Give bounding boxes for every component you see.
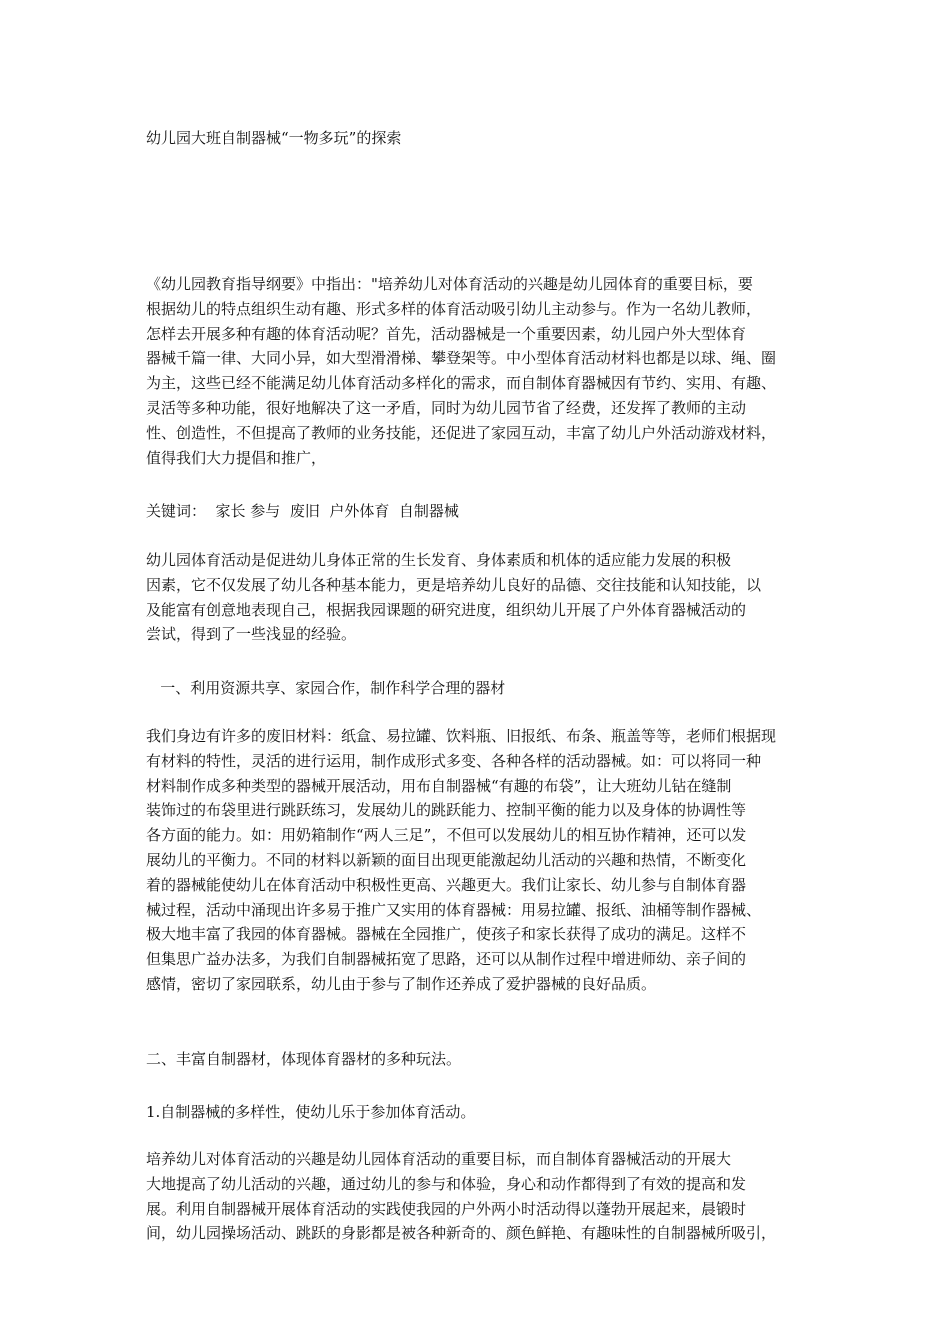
heading-text: 一、利用资源共享、家园合作，制作科学合理的器材 <box>146 679 506 697</box>
text-line: 培养幼儿对体育活动的兴趣是幼儿园体育活动的重要目标，而自制体育器械活动的开展大 <box>146 1150 732 1168</box>
section-heading-2 <box>146 1047 812 1072</box>
keywords-line <box>146 499 812 524</box>
text-line: 有材料的特性，灵活的进行运用，制作成形式多变、各种各样的活动器械。如：可以将同一种 <box>146 751 762 770</box>
text-line: 但集思广益办法多，为我们自制器械拓宽了思路，还可以从制作过程中增进师幼、亲子间的 <box>146 950 747 969</box>
text-line: 极大地丰富了我园的体育器械。器械在全园推广，使孩子和家长获得了成功的满足。这样不 <box>146 925 747 944</box>
text-line: 灵活等多种功能，很好地解决了这一矛盾，同时为幼儿园节省了经费，还发挥了教师的主动 <box>146 398 747 417</box>
subsection-heading-1 <box>146 1100 812 1125</box>
text-line: 器械千篇一律、大同小异，如大型滑滑梯、攀登架等。中小型体育活动材料也都是以球、绳、圈 <box>146 349 777 368</box>
document-title: 幼儿园大班自制器械“一物多玩”的探索 <box>146 129 402 147</box>
intro-paragraph <box>146 272 812 470</box>
text-line: 为主，这些已经不能满足幼儿体育活动多样化的需求，而自制体育器械因有节约、实用、有趣、 <box>146 374 777 393</box>
text-line: 各方面的能力。如：用奶箱制作“两人三足”，不但可以发展幼儿的相互协作精神，还可以发 <box>146 826 747 845</box>
heading-text: 二、丰富自制器材，体现体育器材的多种玩法。 <box>146 1050 462 1068</box>
text-line: 尝试，得到了一些浅显的经验。 <box>146 625 357 644</box>
text-line: 怎样去开展多种有趣的体育活动呢？首先，活动器械是一个重要因素，幼儿园户外大型体育 <box>146 324 747 343</box>
body-paragraph-2 <box>146 724 812 997</box>
text-line: 根据幼儿的特点组织生动有趣、形式多样的体育活动吸引幼儿主动参与。作为一名幼儿教师， <box>146 299 762 318</box>
text-line: 着的器械能使幼儿在体育活动中积极性更高、兴趣更大。我们让家长、幼儿参与自制体育器 <box>146 875 747 894</box>
text-line: 幼儿园体育活动是促进幼儿身体正常的生长发育、身体素质和机体的适应能力发展的积极 <box>146 551 732 569</box>
text-line: 展幼儿的平衡力。不同的材料以新颖的面目出现更能激起幼儿活动的兴趣和热情，不断变化 <box>146 850 747 869</box>
text-line: 械过程，活动中涌现出许多易于推广又实用的体育器械：用易拉罐、报纸、油桶等制作器械、 <box>146 900 762 919</box>
text-line: 装饰过的布袋里进行跳跃练习，发展幼儿的跳跃能力、控制平衡的能力以及身体的协调性等 <box>146 801 747 820</box>
text-line: 感情，密切了家园联系，幼儿由于参与了制作还养成了爱护器械的良好品质。 <box>146 974 657 993</box>
text-line: 《幼儿园教育指导纲要》中指出："培养幼儿对体育活动的兴趣是幼儿园体育的重要目标，要 <box>146 275 753 293</box>
keywords-text: 关键词： 家长 参与 废旧 户外体育 自制器械 <box>146 502 459 520</box>
text-line: 我们身边有许多的废旧材料：纸盒、易拉罐、饮料瓶、旧报纸、布条、瓶盖等等，老师们根据现 <box>146 727 777 745</box>
body-paragraph-3 <box>146 1147 812 1246</box>
text-line: 及能富有创意地表现自己，根据我园课题的研究进度，组织幼儿开展了户外体育器械活动的 <box>146 600 747 619</box>
text-line: 间，幼儿园操场活动、跳跃的身影都是被各种新奇的、颜色鲜艳、有趣味性的自制器械所吸引， <box>146 1224 777 1243</box>
text-line: 大地提高了幼儿活动的兴趣，通过幼儿的参与和体验，身心和动作都得到了有效的提高和发 <box>146 1174 747 1193</box>
body-paragraph-1 <box>146 548 812 647</box>
text-line: 因素，它不仅发展了幼儿各种基本能力，更是培养幼儿良好的品德、交往技能和认知技能，以 <box>146 575 762 594</box>
text-line: 材料制作成多种类型的器械开展活动，用布自制器械“有趣的布袋”，让大班幼儿钻在缝制 <box>146 776 732 795</box>
text-line: 性、创造性，不但提高了教师的业务技能，还促进了家园互动，丰富了幼儿户外活动游戏材料， <box>146 423 777 442</box>
heading-text: 1.自制器械的多样性，使幼儿乐于参加体育活动。 <box>146 1103 476 1121</box>
text-line: 展。利用自制器械开展体育活动的实践使我园的户外两小时活动得以蓬勃开展起来，晨锻时 <box>146 1199 747 1218</box>
section-heading-1 <box>146 676 812 701</box>
text-line: 值得我们大力提倡和推广， <box>146 448 327 467</box>
